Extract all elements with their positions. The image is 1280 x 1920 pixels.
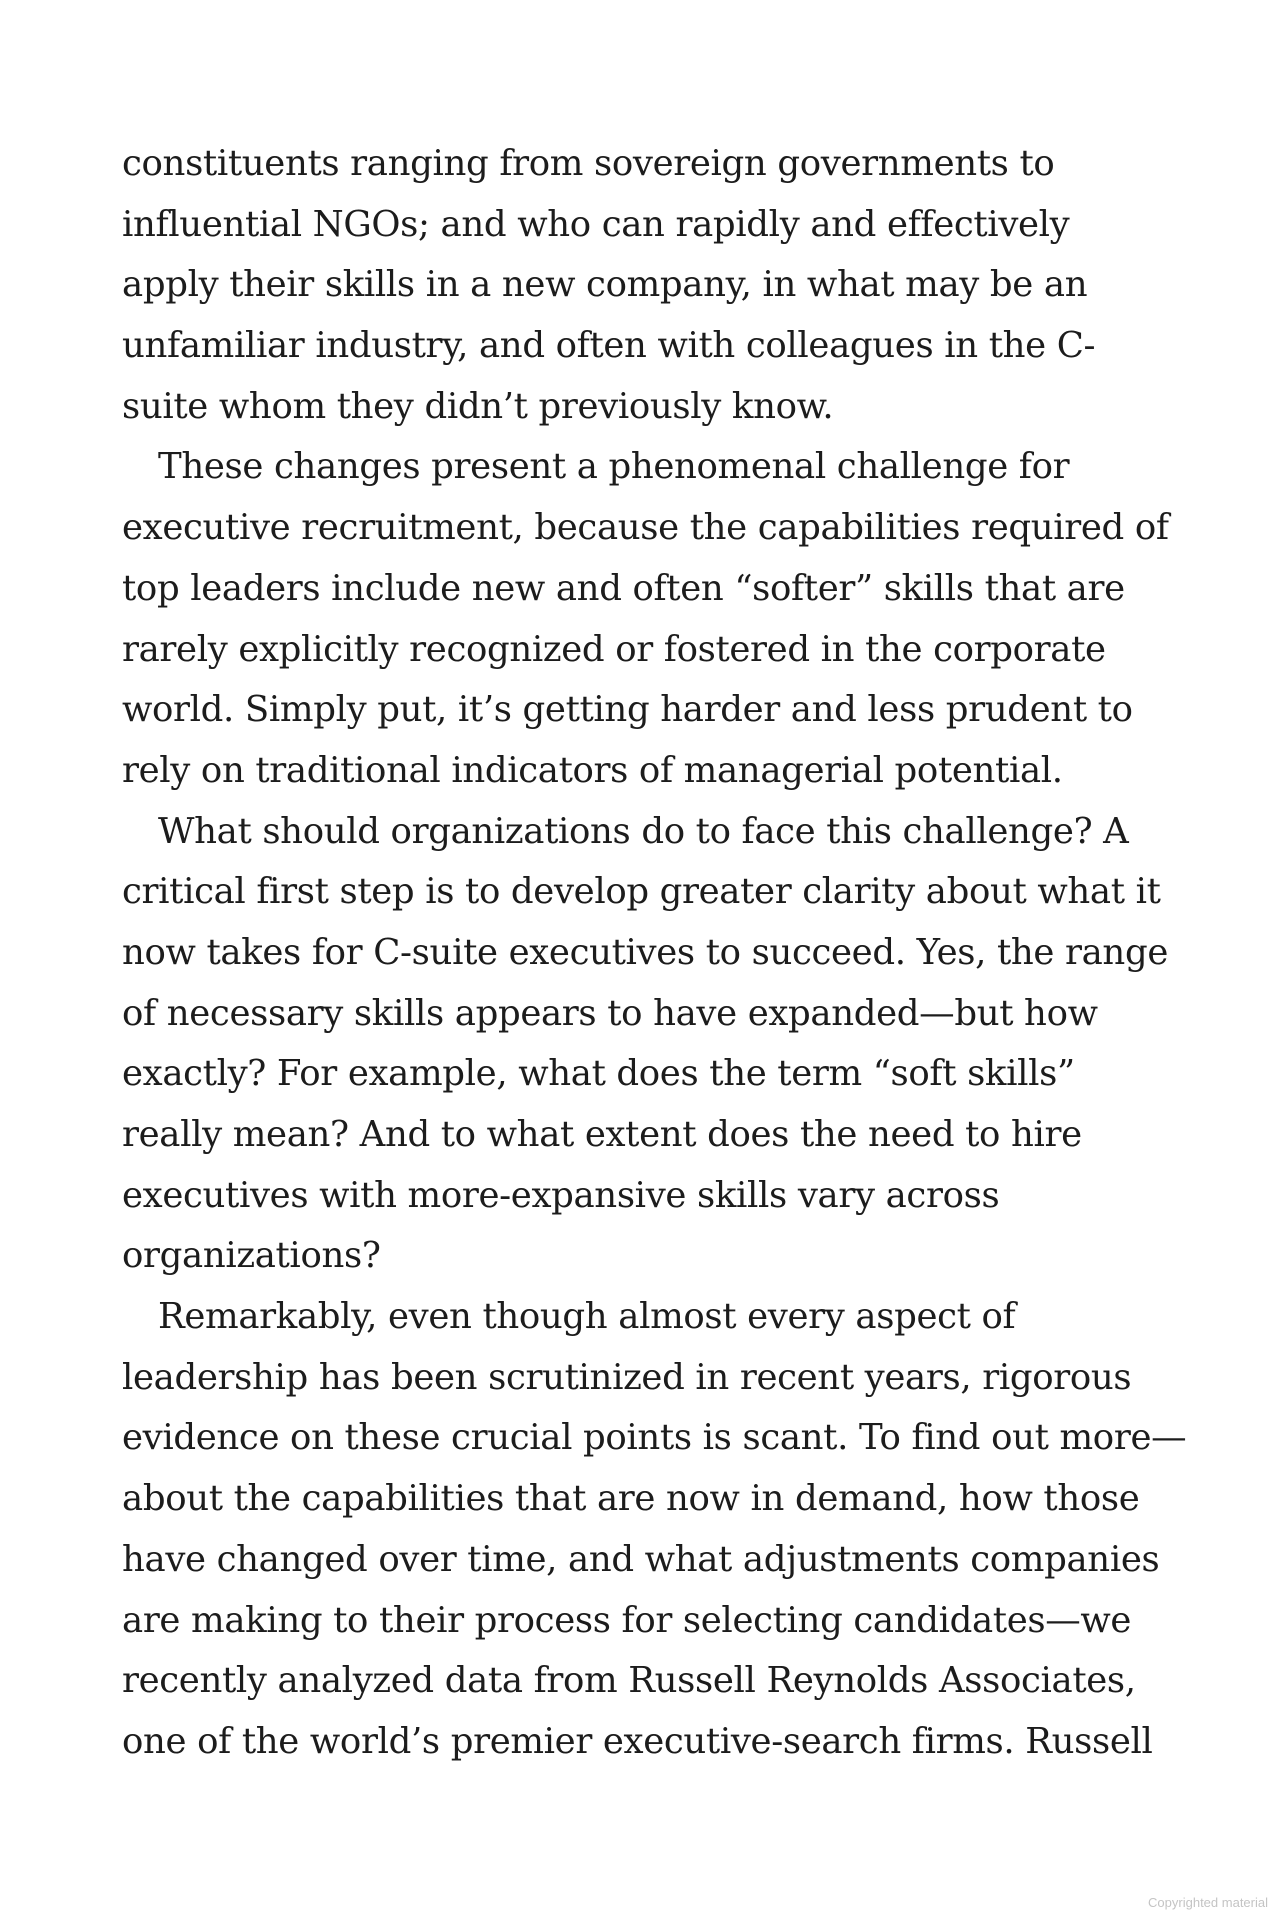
text-line: rely on traditional indicators of managerial potential.	[122, 749, 1063, 791]
text-line: evidence on these crucial points is scant. To find out more—	[122, 1417, 1187, 1459]
text-line: one of the world’s premier executive-search firms. Russell	[122, 1720, 1153, 1762]
text-line: of necessary skills appears to have expanded—but how	[122, 992, 1098, 1034]
paragraph-start-line: What should organizations do to face this challenge? A	[158, 810, 1129, 852]
copyright-watermark: Copyrighted material	[1148, 1895, 1268, 1910]
text-line: about the capabilities that are now in demand, how those	[122, 1478, 1140, 1520]
text-line: exactly? For example, what does the term “soft skills”	[122, 1053, 1075, 1095]
text-line: top leaders include new and often “softer” skills that are	[122, 567, 1125, 609]
text-line: are making to their process for selecting candidates—we	[122, 1599, 1132, 1641]
text-line: executive recruitment, because the capabilities required of	[122, 507, 1169, 549]
text-line: critical first step is to develop greater clarity about what it	[122, 871, 1161, 913]
text-line: have changed over time, and what adjustments companies	[122, 1538, 1160, 1580]
text-line: leadership has been scrutinized in recent years, rigorous	[122, 1356, 1132, 1398]
paragraph-start-line: These changes present a phenomenal challenge for	[158, 446, 1070, 488]
text-line: executives with more-expansive skills vary across	[122, 1174, 1000, 1216]
text-line: organizations?	[122, 1235, 381, 1277]
text-line: world. Simply put, it’s getting harder and less prudent to	[122, 689, 1133, 731]
body-text	[122, 134, 1187, 1773]
text-line: apply their skills in a new company, in what may be an	[122, 264, 1088, 306]
text-line: rarely explicitly recognized or fostered in the corporate	[122, 628, 1106, 670]
text-line: unfamiliar industry, and often with colleagues in the C-	[122, 325, 1096, 367]
text-line: now takes for C-suite executives to succeed. Yes, the range	[122, 931, 1168, 973]
text-line: recently analyzed data from Russell Reynolds Associates,	[122, 1660, 1136, 1702]
paragraph-start-line: Remarkably, even though almost every aspect of	[158, 1296, 1016, 1338]
text-line: constituents ranging from sovereign governments to	[122, 143, 1055, 184]
text-line: influential NGOs; and who can rapidly and effectively	[122, 203, 1070, 245]
text-line: suite whom they didn’t previously know.	[122, 385, 834, 427]
text-line: really mean? And to what extent does the need to hire	[122, 1114, 1082, 1155]
